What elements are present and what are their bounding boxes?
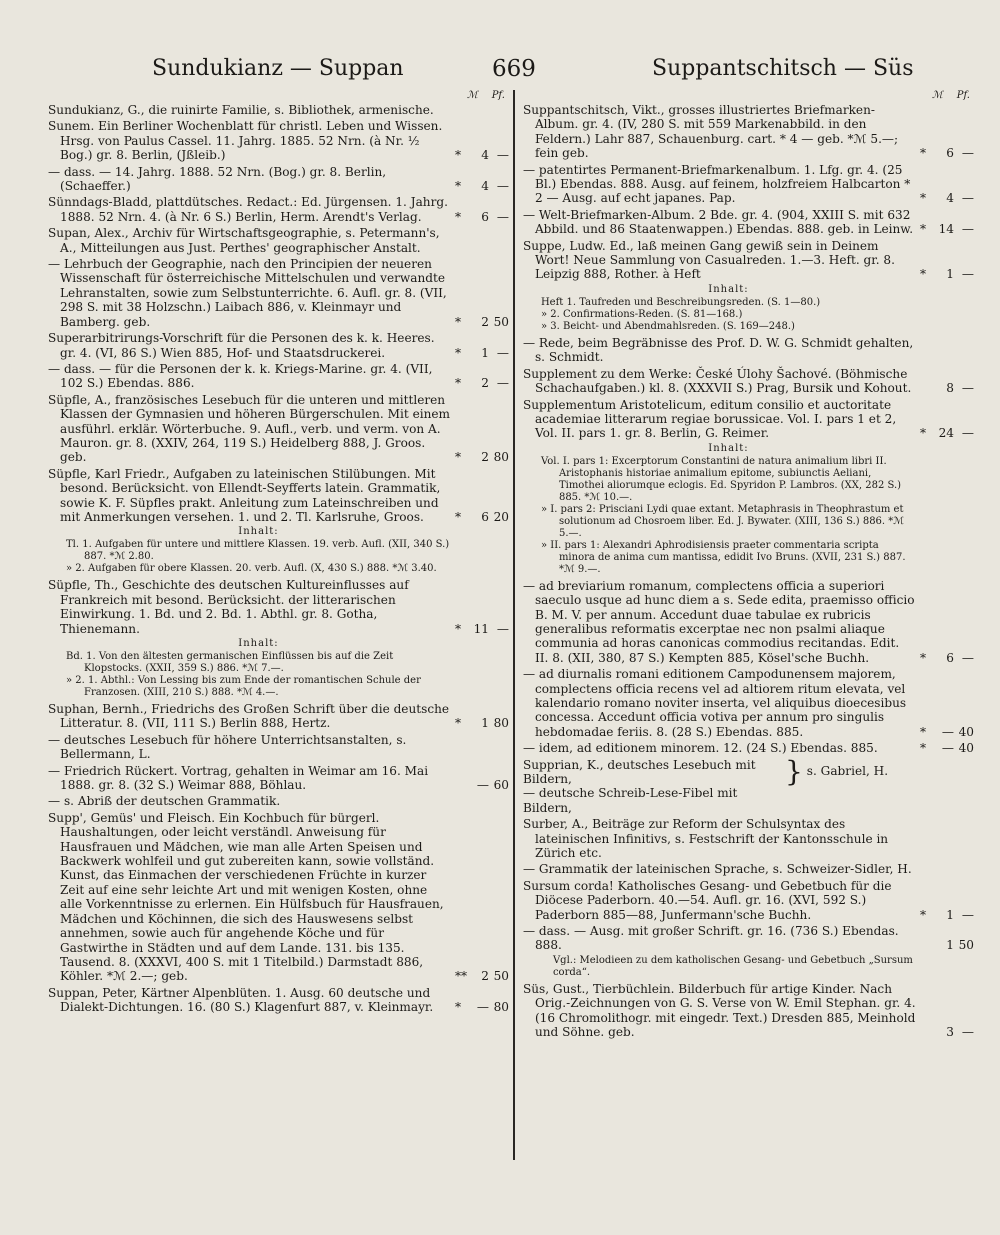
contents-item: » 2. 1. Abthl.: Von Lessing bis zum Ende der romantischen Schule der Franzosen. (XIII, 210 S.) 888. *ℳ 4.—. xyxy=(66,675,421,698)
entry-price xyxy=(918,146,974,160)
contents-item: Vol. I. pars 1: Excerptorum Constantini de natura animalium libri II. Aristophanis historiae animalium epitome, subiunctis Aeliani, Timothei aliorumque eclogis. Ed. Spyridon P. Lambros. (XX, 282 S.) 885. *ℳ 10.—. xyxy=(540,455,902,503)
catalog-entry xyxy=(48,331,509,360)
entry-price xyxy=(453,969,509,983)
entry-text: Sundukianz, G., die ruinirte Familie, s. Bibliothek, armenische. xyxy=(48,103,434,117)
contents-title: Inhalt: xyxy=(708,283,749,295)
price-mark: — xyxy=(476,1000,489,1015)
contents-block xyxy=(523,443,974,576)
entry-text: Supp', Gemüs' und Fleisch. Ein Kochbuch für bürgerl. Haushaltungen, oder leicht verständl. Anweisung für Hausfrauen und Mädchen, wie man alle Arten Speisen und Backwerk wohlfeil und gut zubereiten kann, sowie vollständ. Kunst, das Einmachen der verschiedenen Früchte in kurzer Zeit auf eine sehr leichte Art und mit wenigen Kosten, ohne alle Vorkenntnisse zu erlernen. Ein Hülfsbuch für Hausfrauen, Mädchen und Köchinnen, die sich des Hauswesens selbst annehmen, sowie auch für angehende Köche und für Gastwirthe in Städten und auf dem Lande. 131. bis 135. Tausend. 8. (XXXVI, 400 S. mit 1 Titelbild.) Darmstadt 886, Köhler. *ℳ 2.—; geb. xyxy=(48,810,444,984)
catalog-entry xyxy=(48,393,509,465)
price-mark: 4 xyxy=(946,191,954,206)
entry-text: — ad diurnalis romani editionem Campodunensem majorem, complectens officia recens vel ad altiorem ritum elevata, vel kalendario romano noviter inserta, vel aliquibus dioecesibus concessa. Accedunt officia votiva per annum pro singulis hebdomadae feriis. 8. (28 S.) Ebendas. 885. xyxy=(522,667,907,739)
price-pf: — xyxy=(961,907,974,922)
catalog-entry xyxy=(48,195,509,224)
price-mark: 1 xyxy=(481,716,489,731)
catalog-entry xyxy=(48,986,509,1015)
contents-title: Inhalt: xyxy=(238,638,279,649)
price-pf: — xyxy=(496,621,509,636)
entry-price xyxy=(918,938,974,952)
price-mark: 2 xyxy=(481,969,489,984)
entry-price xyxy=(918,222,974,236)
catalog-entry xyxy=(523,667,974,739)
price-mark: 3 xyxy=(946,1025,954,1040)
entry-text: — dass. — für die Personen der k. k. Kriegs-Marine. gr. 4. (VII, 102 S.) Ebendas. 886. xyxy=(48,361,433,391)
entry-text: Suphan, Bernh., Friedrichs des Großen Schrift über die deutsche Litteratur. 8. (VII, 111 S.) Berlin 888, Hertz. xyxy=(48,702,450,731)
catalog-entry xyxy=(523,862,974,876)
price-pf: — xyxy=(961,381,974,396)
price-mark: 6 xyxy=(481,209,489,224)
contents-item: Bd. 1. Von den ältesten germanischen Einflüssen bis auf die Zeit Klopstocks. (XXII, 359 S.) 886. *ℳ 7.—. xyxy=(66,651,394,674)
price-pf: — xyxy=(496,345,509,360)
entry-price xyxy=(918,381,974,395)
entry-text: — Friedrich Rückert. Vortrag, gehalten in Weimar am 16. Mai 1888. gr. 8. (32 S.) Weimar 888, Böhlau. xyxy=(48,763,429,793)
entry-text: — dass. — Ausg. mit großer Schrift. gr. 16. (736 S.) Ebendas. 888. xyxy=(522,924,899,953)
catalog-entry xyxy=(523,398,974,441)
price-star: * xyxy=(920,191,927,206)
price-mark: 14 xyxy=(938,222,954,237)
entry-price xyxy=(453,716,509,730)
catalog-entry xyxy=(48,702,509,731)
price-pf: — xyxy=(961,191,974,206)
contents-block xyxy=(48,526,509,575)
entry-group xyxy=(48,702,509,1015)
entry-price xyxy=(453,1000,509,1014)
page-number: 669 xyxy=(492,56,536,82)
contents-item: Tl. 1. Aufgaben für untere und mittlere Klassen. 19. verb. Aufl. (XII, 340 S.) 887. *ℳ 2.80. xyxy=(66,539,450,563)
price-mark: 1 xyxy=(481,345,489,360)
price-star: * xyxy=(920,650,927,665)
price-star: * xyxy=(454,345,462,360)
price-pf: 50 xyxy=(958,938,974,953)
header-right-title: Suppantschitsch — Süs xyxy=(652,56,914,81)
catalog-entry xyxy=(48,578,509,636)
entry-text: — ad breviarium romanum, complectens officia a superiori saeculo usque ad hunc diem a s. Sede edita, praemisso officio B. M. V. per annum. Accedunt duae tabulae ex rubricis generalibus reformatis excerptae nec non psalmi aliaque communia ad horas canonicas commodius recitandas. Edit. II. 8. (XII, 380, 87 S.) Kempten 885, Kösel'sche Buchh. xyxy=(522,578,915,665)
price-mark: 6 xyxy=(946,650,954,665)
price-mark: 1 xyxy=(946,938,954,953)
price-pf: — xyxy=(496,179,509,194)
catalog-entry xyxy=(48,362,509,391)
catalog-entry xyxy=(523,163,974,206)
entry-price xyxy=(918,267,974,281)
unit-mark-right: ℳ xyxy=(932,90,943,101)
catalog-entry xyxy=(523,336,974,365)
entry-text: Superarbitrirungs-Vorschrift für die Personen des k. k. Heeres. gr. 4. (VI, 86 S.) Wien 885, Hof- und Staatsdruckerei. xyxy=(48,331,435,360)
price-pf: — xyxy=(961,650,974,665)
right-column xyxy=(517,90,974,1200)
entry-price xyxy=(453,148,509,162)
left-column xyxy=(48,90,511,1200)
entry-price xyxy=(453,346,509,360)
catalog-entry xyxy=(48,119,509,162)
contents-title: Inhalt: xyxy=(708,442,749,454)
contents-title: Inhalt: xyxy=(238,526,279,538)
price-mark: 4 xyxy=(481,148,489,163)
price-mark: — xyxy=(476,778,489,793)
contents-item: Heft 1. Taufreden und Beschreibungsreden. (S. 1—80.) xyxy=(540,296,821,308)
entry-text: Supplement zu dem Werke: České Úlohy Šachové. (Böhmische Schachaufgaben.) kl. 8. (XXXVII S.) Prag, Bursik und Kohout. xyxy=(522,366,912,396)
price-mark: — xyxy=(941,724,954,739)
price-units-header-right xyxy=(523,90,970,103)
cross-reference-note: Vgl.: Melodieen zu dem katholischen Gesang- und Gebetbuch „Sursum corda“. xyxy=(552,954,913,978)
entry-text: — Welt-Briefmarken-Album. 2 Bde. gr. 4. (904, XXIII S. mit 632 Abbild. und 86 Staatenwappen.) Ebendas. 888. geb. in Leinw. xyxy=(522,207,914,237)
entry-text: Supplementum Aristotelicum, editum consilio et auctoritate academiae litterarum regiae borussicae. Vol. I. pars 1 et 2, Vol. II. pars 1. gr. 8. Berlin, G. Reimer. xyxy=(522,397,897,441)
catalog-entry xyxy=(523,817,974,860)
entry-group xyxy=(523,103,974,282)
entry-group xyxy=(48,103,509,524)
catalog-entry xyxy=(48,794,509,808)
catalog-entry xyxy=(48,733,509,762)
price-star: * xyxy=(920,426,927,441)
price-pf: 40 xyxy=(958,724,974,739)
entry-text: Süpfle, A., französisches Lesebuch für die unteren und mittleren Klassen der Gymnasien und höheren Bürgerschulen. Mit einem ausführl. erklär. Wörterbuche. 9. Aufl., verb. und verm. von A. Mauron. gr. 8. (XXIV, 264, 119 S.) Heidelberg 888, J. Groos. geb. xyxy=(48,392,451,465)
bracket-entry xyxy=(522,754,974,816)
price-mark: 2 xyxy=(481,376,489,391)
price-star: * xyxy=(920,741,927,756)
entry-price xyxy=(453,510,509,524)
entry-text: — Lehrbuch der Geographie, nach den Principien der neueren Wissenschaft für österreichische Mittelschulen und verwandte Lehranstalten, sowie zum Selbstunterrichte. 6. Aufl. gr. 8. (VII, 298 S. mit 38 Holzschn.) Laibach 886, v. Kleinmayr und Bamberg. geb. xyxy=(48,257,447,329)
entry-group xyxy=(523,817,974,953)
entry-price xyxy=(453,179,509,193)
entry-text: Süs, Gust., Tierbüchlein. Bilderbuch für artige Kinder. Nach Orig.-Zeichnungen von G. S. Verse von W. Emil Stephan. gr. 4. (16 Chromolithogr. mit eingedr. Text.) Dresden 885, Meinhold und Söhne. geb. xyxy=(522,981,916,1040)
entry-price xyxy=(453,450,509,464)
entry-price xyxy=(918,725,974,739)
entry-text: — idem, ad editionem minorem. 12. (24 S.) Ebendas. 885. xyxy=(522,741,878,756)
entry-text: Suppantschitsch, Vikt., grosses illustriertes Briefmarken-Album. gr. 4. (IV, 280 S. mit 559 Markenabbild. in den Feldern.) Lahr 887, Schauenburg. cart. * 4 — geb. *ℳ 5.—; fein geb. xyxy=(522,103,899,161)
entry-text: Supan, Alex., Archiv für Wirtschaftsgeographie, s. Petermann's, A., Mitteilungen aus Just. Perthes' geographischer Anstalt. xyxy=(48,226,440,255)
catalog-entry xyxy=(48,764,509,793)
price-star: * xyxy=(454,376,462,391)
contents-item: » 2. Aufgaben für obere Klassen. 20. verb. Aufl. (X, 430 S.) 888. *ℳ 3.40. xyxy=(66,563,437,575)
bracket-target: s. Gabriel, H. xyxy=(806,763,889,778)
entry-price xyxy=(918,191,974,205)
price-star: * xyxy=(920,724,927,739)
contents-item: » II. pars 1: Alexandri Aphrodisiensis praeter commentaria scripta minora de anima cum mantissa, edidit Ivo Bruns. (XVII, 231 S.) 887. *ℳ 9.—. xyxy=(540,539,906,575)
entry-price xyxy=(918,651,974,665)
entry-text: — Grammatik der lateinischen Sprache, s. Schweizer-Sidler, H. xyxy=(522,862,912,877)
price-star: * xyxy=(454,314,462,329)
column-divider xyxy=(513,90,515,1160)
entry-group xyxy=(48,578,509,636)
price-units-header xyxy=(48,90,505,103)
catalog-entry xyxy=(523,239,974,282)
price-star: * xyxy=(454,621,462,636)
price-star: * xyxy=(920,907,927,922)
entry-price xyxy=(918,908,974,922)
entry-text: Süpfle, Th., Geschichte des deutschen Kultureinflusses auf Frankreich mit besond. Berücksicht. der litterarischen Einwirkung. 1. Bd. und 2. Bd. 1. Abthl. gr. 8. Gotha, Thienemann. xyxy=(48,578,409,636)
catalog-entry xyxy=(48,257,509,329)
entry-text: — patentirtes Permanent-Briefmarkenalbum. 1. Lfg. gr. 4. (25 Bl.) Ebendas. 888. Ausg. auf feinem, holzfreiem Halbcarton * 2 — Ausg. auf echt japanes. Pap. xyxy=(522,162,911,206)
price-mark: 8 xyxy=(946,381,954,396)
entry-text: Sunem. Ein Berliner Wochenblatt für christl. Leben und Wissen. Hrsg. von Paulus Cassel. 11. Jahrg. 1885. 52 Nrn. (à Nr. ½ Bog.) gr. 8. Berlin, (Jßleib.) xyxy=(48,119,443,163)
entry-text: Sursum corda! Katholisches Gesang- und Gebetbuch für die Diöcese Paderborn. 40.—54. Aufl. gr. 16. (XVI, 592 S.) Paderborn 885—88, Junfermann'sche Buchh. xyxy=(522,878,892,922)
price-star: * xyxy=(920,222,927,237)
catalog-entry xyxy=(523,741,974,755)
price-star: * xyxy=(920,146,927,161)
entry-group xyxy=(523,579,974,756)
bracket-line-2: — deutsche Schreib-Lese-Fibel mit Bildern, xyxy=(522,786,738,815)
price-pf: 50 xyxy=(493,314,509,329)
price-pf: 80 xyxy=(493,1000,509,1015)
contents-item: » 2. Confirmations-Reden. (S. 81—168.) xyxy=(540,308,743,320)
price-mark: 24 xyxy=(938,426,954,441)
price-pf: 80 xyxy=(493,450,509,465)
price-mark: 6 xyxy=(481,509,489,524)
unit-pf-right: Pf. xyxy=(956,90,970,101)
price-pf: 60 xyxy=(493,778,509,793)
entry-price xyxy=(453,376,509,390)
price-mark: 6 xyxy=(946,146,954,161)
price-mark: 4 xyxy=(481,179,489,194)
entry-price xyxy=(453,622,509,636)
entry-text: Süpfle, Karl Friedr., Aufgaben zu lateinischen Stilübungen. Mit besond. Berücksicht. von Ellendt-Seyfferts latein. Grammatik, sowie K. F. Süpfles prakt. Anleitung zum Lateinschreiben und mit Anmerkungen versehen. 1. und 2. Tl. Karlsruhe, Groos. xyxy=(48,466,441,524)
entry-text: — s. Abriß der deutschen Grammatik. xyxy=(48,794,281,809)
entry-text: Sünndags-Bladd, plattdütsches. Redact.: Ed. Jürgensen. 1. Jahrg. 1888. 52 Nrn. 4. (à Nr. 6 S.) Berlin, Herm. Arendt's Verlag. xyxy=(48,195,448,224)
entry-text: Suppan, Peter, Kärtner Alpenblüten. 1. Ausg. 60 deutsche und Dialekt-Dichtungen. 16. (80 S.) Klagenfurt 887, v. Kleinmayr. xyxy=(48,985,434,1015)
catalog-entry xyxy=(48,811,509,984)
unit-pf: Pf. xyxy=(491,90,505,101)
catalog-entry xyxy=(48,103,509,117)
catalog-entry xyxy=(523,579,974,665)
price-star: * xyxy=(454,209,462,224)
entry-group xyxy=(523,336,974,441)
price-pf: 80 xyxy=(493,716,509,731)
entry-text: — Rede, beim Begräbnisse des Prof. D. W. G. Schmidt gehalten, s. Schmidt. xyxy=(522,335,914,365)
entry-text: — deutsches Lesebuch für höhere Unterrichtsanstalten, s. Bellermann, L. xyxy=(48,732,407,762)
price-pf: — xyxy=(496,376,509,391)
price-mark: 1 xyxy=(946,267,954,282)
brace-symbol: } xyxy=(784,754,803,788)
price-star: ** xyxy=(454,969,468,984)
entry-text: — dass. — 14. Jahrg. 1888. 52 Nrn. (Bog.) gr. 8. Berlin, (Schaeffer.) xyxy=(48,164,387,194)
contents-block xyxy=(523,284,974,333)
price-star: * xyxy=(454,716,462,731)
price-star: * xyxy=(920,267,927,282)
price-star: * xyxy=(454,450,462,465)
price-pf: — xyxy=(961,222,974,237)
catalog-entry xyxy=(48,467,509,525)
unit-mark: ℳ xyxy=(467,90,478,101)
page-header xyxy=(48,56,974,90)
entry-price xyxy=(918,1025,974,1039)
catalog-entry xyxy=(48,226,509,255)
price-pf: — xyxy=(496,209,509,224)
contents-item: » 3. Beicht- und Abendmahlsreden. (S. 169—248.) xyxy=(540,320,795,332)
entry-price xyxy=(453,315,509,329)
catalog-entry xyxy=(48,165,509,194)
catalog-entry xyxy=(523,924,974,953)
entry-text: Surber, A., Beiträge zur Reform der Schulsyntax des lateinischen Infinitivs, s. Festschrift der Kantonsschule in Zürich etc. xyxy=(522,817,889,861)
price-star: * xyxy=(454,179,462,194)
contents-item: » I. pars 2: Prisciani Lydi quae extant. Metaphrasis in Theophrastum et solutionum ad Chosroem liber. Ed. J. Bywater. (XIII, 136 S.) 886. *ℳ 5.—. xyxy=(540,503,904,539)
two-column-body xyxy=(48,90,974,1200)
price-star: * xyxy=(454,148,462,163)
header-left-title: Sundukianz — Suppan xyxy=(152,56,404,81)
price-star: * xyxy=(454,1000,462,1015)
price-mark: — xyxy=(941,741,954,756)
price-mark: 11 xyxy=(473,621,489,636)
catalog-entry xyxy=(523,208,974,237)
price-mark: 2 xyxy=(481,314,489,329)
price-star: * xyxy=(454,509,462,524)
entry-group xyxy=(523,982,974,1040)
entry-price xyxy=(918,426,974,440)
entry-text: Suppe, Ludw. Ed., laß meinen Gang gewiß sein in Deinem Wort! Neue Sammlung von Casualreden. 1.—3. Heft. gr. 8. Leipzig 888, Rother. à Heft xyxy=(522,238,895,282)
entry-price xyxy=(453,778,509,792)
price-pf: 20 xyxy=(493,509,509,524)
bracket-line-1: Supprian, K., deutsches Lesebuch mit Bildern, xyxy=(522,757,756,786)
price-pf: 40 xyxy=(958,741,974,756)
entry-price xyxy=(453,210,509,224)
price-mark: 1 xyxy=(946,907,954,922)
price-pf: — xyxy=(961,426,974,441)
price-pf: — xyxy=(496,148,509,163)
contents-block xyxy=(48,638,509,699)
catalog-entry xyxy=(523,103,974,161)
catalog-entry xyxy=(523,879,974,922)
price-pf: — xyxy=(961,146,974,161)
catalog-entry xyxy=(523,982,974,1040)
price-pf: 50 xyxy=(493,969,509,984)
price-pf: — xyxy=(961,1025,974,1040)
price-pf: — xyxy=(961,267,974,282)
entry-price xyxy=(918,741,974,755)
price-mark: 2 xyxy=(481,450,489,465)
catalog-entry xyxy=(523,367,974,396)
